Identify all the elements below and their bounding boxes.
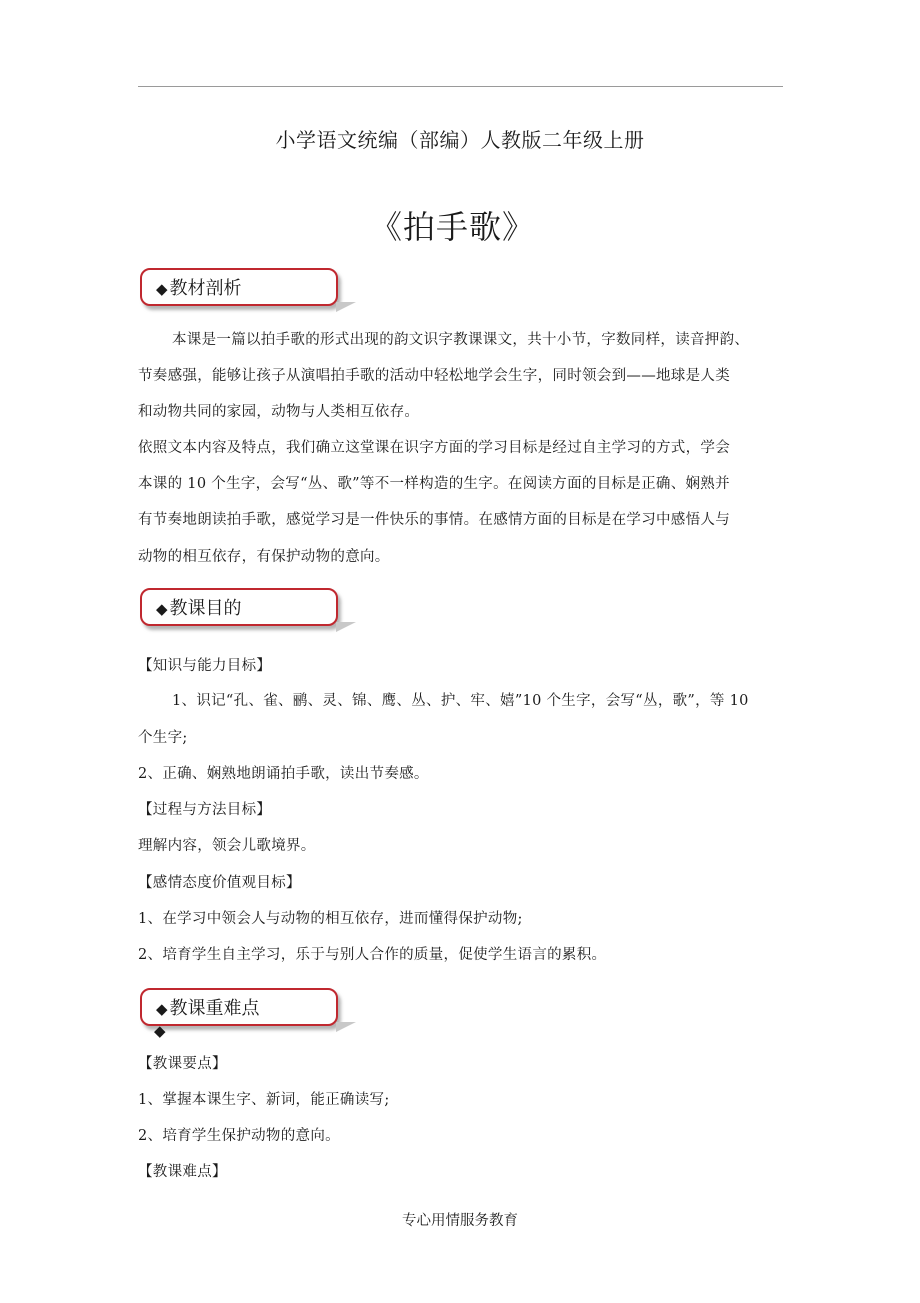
page-footer: 专心用情服务教育 [402,1213,518,1229]
paragraph-line: 1、识记“孔、雀、鹂、灵、锦、鹰、丛、护、牢、嬉”10 个生字，会写“丛，歌”，等 10 [172,693,749,709]
heading-shadow-tail [336,1022,356,1032]
paragraph-line: 1、掌握本课生字、新词，能正确读写; [138,1092,390,1108]
subheading: 【知识与能力目标】 [138,658,272,674]
paragraph-line: 本课是一篇以拍手歌的形式出现的韵文识字教课课文，共十小节，字数同样，读音押韵、 [172,332,750,348]
subheading: 【教课要点】 [138,1056,227,1072]
section-heading-label: 教课目的 [169,598,242,619]
section-heading-label: 教课重难点 [169,998,260,1019]
paragraph-line: 2、培育学生保护动物的意向。 [138,1128,340,1144]
paragraph-line: 和动物共同的家园，动物与人类相互依存。 [138,404,420,420]
section-heading-key-points [140,988,338,1026]
header-rule [138,86,783,87]
paragraph-line: 节奏感强，能够让孩子从演唱拍手歌的活动中轻松地学会生字，同时领会到——地球是人类 [138,368,730,384]
paragraph-line: 理解内容，领会儿歌境界。 [138,838,316,854]
paragraph-line: 本课的 10 个生字，会写“丛、歌”等不一样构造的生字。在阅读方面的目标是正确、娴熟并 [138,476,730,492]
heading-shadow-tail [336,622,356,632]
page-subtitle: 小学语文统编（部编）人教版二年级上册 [275,128,645,152]
section-heading-label: 教材剖析 [169,278,242,299]
paragraph-line: 个生字; [138,730,188,746]
paragraph-line: 依照文本内容及特点，我们确立这堂课在识字方面的学习目标是经过自主学习的方式，学会 [138,440,730,456]
diamond-bullet-icon: ◆ [156,600,168,618]
diamond-bullet-icon: ◆ [156,1000,168,1018]
paragraph-line: 动物的相互依存，有保护动物的意向。 [138,549,390,565]
paragraph-line: 1、在学习中领会人与动物的相互依存，进而懂得保护动物; [138,911,523,927]
diamond-bullet-icon: ◆ [156,280,168,298]
section-heading-analysis [140,268,338,306]
page-title: 《拍手歌》 [369,208,535,246]
paragraph-line: 有节奏地朗读拍手歌，感觉学习是一件快乐的事情。在感情方面的目标是在学习中感悟人与 [138,512,730,528]
heading-shadow-tail [336,302,356,312]
paragraph-line: 2、培育学生自主学习，乐于与别人合作的质量，促使学生语言的累积。 [138,947,607,963]
subheading: 【教课难点】 [138,1164,227,1180]
paragraph-line: 2、正确、娴熟地朗诵拍手歌，读出节奏感。 [138,766,429,782]
subheading: 【过程与方法目标】 [138,802,272,818]
section-heading-objectives [140,588,338,626]
subheading: 【感情态度价值观目标】 [138,875,301,891]
diamond-bullet-icon: ◆ [154,1022,166,1040]
